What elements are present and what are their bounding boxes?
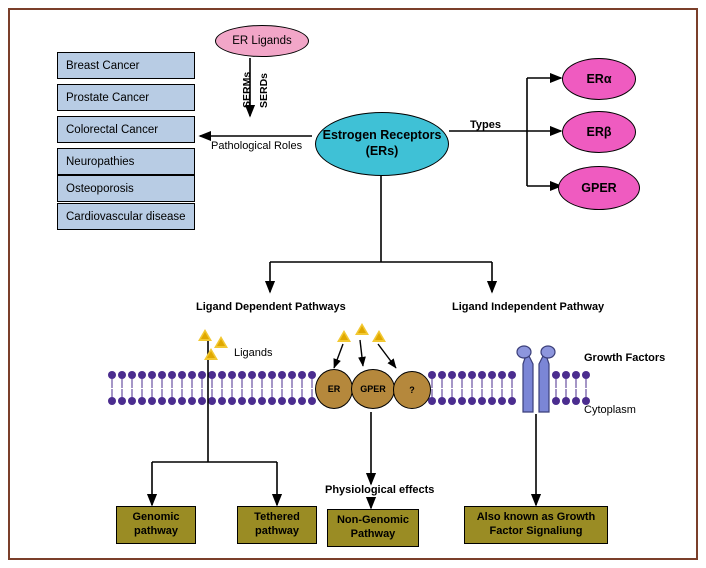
growth-factors-label: Growth Factors	[584, 352, 666, 364]
ligand-dependent-pathways-label: Ligand Dependent Pathways	[196, 301, 346, 313]
outcome-box-growth-factor-signaling	[464, 506, 608, 544]
estrogen-receptors-node	[315, 112, 449, 176]
receptor-type-er-beta: ERβ	[562, 111, 636, 153]
pathological-box-osteoporosis: Osteoporosis	[57, 175, 195, 202]
cytoplasm-label: Cytoplasm	[584, 404, 636, 416]
pathological-box-breast-cancer: Breast Cancer	[57, 52, 195, 79]
outcome-tethered-line2: pathway	[254, 525, 299, 537]
er-ligands-node	[215, 25, 309, 57]
outcome-genomic-line1: Genomic	[132, 511, 180, 524]
outcome-box-genomic-pathway	[116, 506, 196, 544]
ligands-label: Ligands	[234, 347, 273, 359]
membrane-receptor-gper: GPER	[351, 369, 395, 409]
ligand-triangle-icon	[214, 336, 228, 348]
outcome-box-non-genomic-pathway	[327, 509, 419, 547]
estrogen-receptors-line1: Estrogen Receptors	[322, 128, 442, 143]
er-ligands-label: ER Ligands	[232, 35, 292, 47]
pathological-box-cardiovascular-disease: Cardiovascular disease	[57, 203, 195, 230]
serms-label: SERMs	[241, 71, 253, 108]
pathological-box-neuropathies: Neuropathies	[57, 148, 195, 175]
physiological-effects-label: Physiological effects	[325, 484, 435, 496]
types-label: Types	[470, 119, 501, 131]
outcome-growth-line2: Factor Signaliung	[489, 525, 583, 537]
ligand-triangle-icon	[337, 330, 351, 342]
outcome-growth-line1: Also known as Growth	[476, 511, 596, 524]
outcome-box-tethered-pathway	[237, 506, 317, 544]
membrane-receptor-er: ER	[315, 369, 353, 409]
outcome-genomic-line2: pathway	[133, 525, 178, 537]
pathological-box-prostate-cancer: Prostate Cancer	[57, 84, 195, 111]
ligand-triangle-icon	[198, 329, 212, 341]
ligand-triangle-icon	[372, 330, 386, 342]
ligand-triangle-icon	[355, 323, 369, 335]
receptor-type-gper: GPER	[558, 166, 640, 210]
outcome-nongenomic-line1: Non-Genomic	[336, 514, 410, 527]
ligand-triangle-icon	[204, 348, 218, 360]
membrane-receptor-unknown: ?	[393, 371, 431, 409]
receptor-type-er-alpha: ERα	[562, 58, 636, 100]
estrogen-receptors-line2: (ERs)	[365, 144, 399, 158]
pathological-roles-label: Pathological Roles	[211, 140, 303, 152]
ligand-independent-pathway-label: Ligand Independent Pathway	[452, 301, 605, 313]
outcome-tethered-line1: Tethered	[254, 511, 300, 524]
pathological-box-colorectal-cancer: Colorectal Cancer	[57, 116, 195, 143]
outcome-nongenomic-line2: Pathway	[350, 528, 396, 540]
serds-label: SERDs	[258, 72, 270, 108]
